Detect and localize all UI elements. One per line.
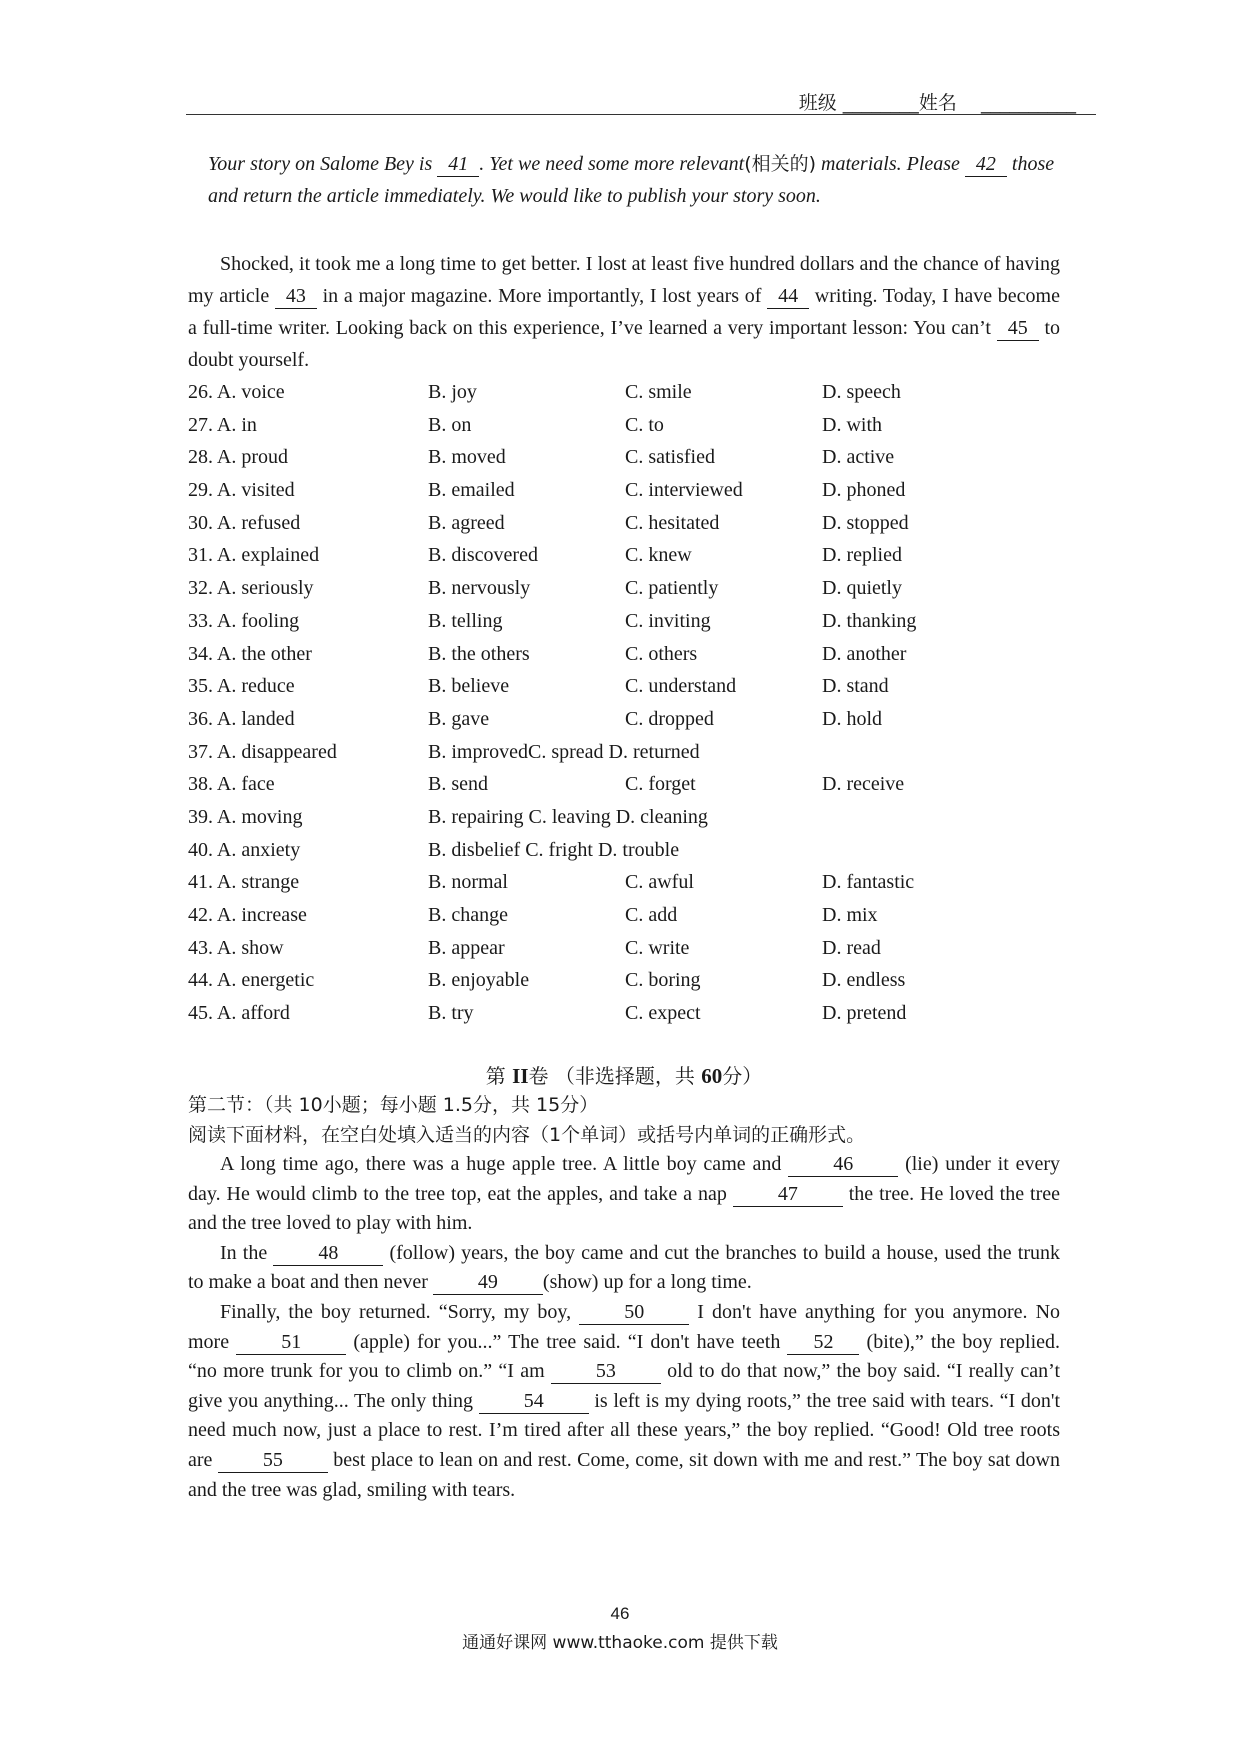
blank-42: 42 — [965, 152, 1007, 177]
option-c: C. inviting — [625, 609, 711, 632]
option-d: D. hold — [822, 707, 882, 730]
option-b: B. try — [428, 1002, 474, 1025]
option-a: 37. A. disappeared — [188, 740, 337, 763]
story-paragraph-1: A long time ago, there was a huge apple tree. A little boy came and 46 (lie) under it every day. He would climb to the tree top, eat the apples, and take a nap 47 the tree. He loved the tree and the tree loved to play with him. — [188, 1153, 1061, 1235]
option-a: 29. A. visited — [188, 479, 295, 502]
option-b: B. telling — [428, 609, 503, 632]
option-row — [188, 932, 1060, 965]
page-number: 46 — [610, 1604, 630, 1623]
option-a: 41. A. strange — [188, 871, 300, 894]
option-b: B. disbelief C. fright D. trouble — [428, 838, 680, 861]
option-a: 44. A. energetic — [188, 969, 315, 992]
option-d: D. receive — [822, 773, 905, 796]
answer-options — [188, 376, 1060, 1030]
option-a: 26. A. voice — [188, 381, 285, 403]
option-c: C. awful — [625, 871, 694, 894]
blank-46: 46 — [788, 1152, 898, 1177]
option-row — [188, 474, 1060, 507]
option-b: B. appear — [428, 936, 505, 959]
option-b: B. send — [428, 773, 488, 796]
option-a: 38. A. face — [188, 773, 275, 796]
option-row — [188, 997, 1060, 1030]
blank-53: 53 — [551, 1359, 661, 1384]
option-row — [188, 605, 1060, 638]
option-a: 40. A. anxiety — [188, 838, 301, 861]
option-d: D. phoned — [822, 479, 906, 502]
option-a: 42. A. increase — [188, 904, 307, 926]
class-label: 班级 — [798, 92, 837, 114]
header-rule — [186, 114, 1096, 115]
option-row — [188, 572, 1060, 605]
option-d: D. stopped — [822, 511, 909, 534]
option-d: D. stand — [822, 675, 889, 698]
letter-excerpt: Your story on Salome Bey is 41 . Yet we need some more relevant(相关的) materials. Please 42 those and return the article immediately. We would like to publish your story soon. — [208, 153, 1055, 207]
blank-48: 48 — [273, 1241, 383, 1266]
blank-43: 43 — [275, 284, 317, 309]
option-c: C. satisfied — [625, 446, 715, 469]
name-label: 姓名 — [918, 92, 957, 114]
option-a: 28. A. proud — [188, 446, 288, 469]
blank-41: 41 — [437, 152, 479, 177]
option-b: B. nervously — [428, 577, 531, 600]
option-c: C. hesitated — [625, 511, 720, 534]
option-b: B. emailed — [428, 479, 515, 502]
blank-52: 52 — [787, 1330, 859, 1355]
option-d: D. read — [822, 936, 881, 959]
blank-50: 50 — [579, 1300, 689, 1325]
option-row — [188, 703, 1060, 736]
option-row — [188, 768, 1060, 801]
option-c: C. boring — [625, 969, 701, 992]
option-a: 45. A. afford — [188, 1002, 290, 1025]
story-text — [188, 1150, 1060, 1505]
blank-51: 51 — [236, 1330, 346, 1355]
option-d: D. fantastic — [822, 871, 915, 894]
option-c: C. to — [625, 413, 664, 436]
option-c: C. write — [625, 936, 690, 959]
option-a: 27. A. in — [188, 413, 257, 436]
option-c: C. add — [625, 904, 678, 926]
blank-49: 49 — [433, 1270, 543, 1295]
download-source: 通通好课网 www.tthaoke.com 提供下载 — [462, 1633, 778, 1653]
option-row — [188, 409, 1060, 442]
option-c: C. others — [625, 642, 698, 665]
option-d: D. with — [822, 413, 882, 436]
option-row — [188, 834, 1060, 867]
option-b: B. change — [428, 904, 508, 926]
option-c: C. dropped — [625, 707, 714, 730]
option-b: B. gave — [428, 707, 490, 730]
section-subtitle: 第二节：（共 10小题；每小题 1.5分，共 15分） — [188, 1094, 599, 1116]
blank-54: 54 — [479, 1389, 589, 1414]
option-a: 39. A. moving — [188, 805, 303, 828]
option-a: 30. A. refused — [188, 511, 301, 534]
option-row — [188, 507, 1060, 540]
option-b: B. normal — [428, 871, 508, 894]
option-c: C. smile — [625, 381, 692, 403]
option-c: C. interviewed — [625, 479, 743, 502]
page-header: 班级 ________姓名 __________ — [186, 84, 1096, 114]
option-b: B. on — [428, 413, 472, 436]
option-d: D. pretend — [822, 1002, 907, 1025]
option-a: 34. A. the other — [188, 642, 312, 665]
blank-47: 47 — [733, 1182, 843, 1207]
blank-44: 44 — [767, 284, 809, 309]
option-row — [188, 638, 1060, 671]
blank-55: 55 — [218, 1448, 328, 1473]
option-c: C. knew — [625, 544, 692, 567]
option-row — [188, 964, 1060, 997]
option-b: B. repairing C. leaving D. cleaning — [428, 805, 708, 828]
option-a: 33. A. fooling — [188, 609, 300, 632]
option-a: 35. A. reduce — [188, 675, 295, 698]
option-a: 32. A. seriously — [188, 577, 314, 600]
option-row — [188, 670, 1060, 703]
option-row — [188, 801, 1060, 834]
option-b: B. enjoyable — [428, 969, 530, 992]
option-row — [188, 899, 1060, 932]
option-c: C. forget — [625, 773, 696, 796]
option-d: D. thanking — [822, 609, 917, 632]
blank-45: 45 — [997, 316, 1039, 341]
option-b: B. agreed — [428, 511, 505, 534]
option-b: B. believe — [428, 675, 510, 698]
option-b: B. improvedC. spread D. returned — [428, 740, 700, 763]
option-d: D. mix — [822, 904, 878, 926]
closing-paragraph: Shocked, it took me a long time to get better. I lost at least five hundred dollars and the chance of having my article 43 in a major magazine. More importantly, I lost years of 44 writing. Today, I have become a full-time writer. Looking back on this experience, I’ve learned a very important lesson: You can’t 45 to doubt yourself. — [188, 253, 1061, 371]
story-paragraph-3: Finally, the boy returned. “Sorry, my boy, 50 I don't have anything for you anymore. No more 51 (apple) for you...” The tree said. “I don't have teeth 52 (bite),” the boy replied. “no more trunk for you to climb on.” “I am 53 old to do that now,” the boy said. “I really can’t give you anything... The only thing 54 is left is my dying roots,” the tree said with tears. “I don't need much now, just a place to rest. I’m tired after all these years,” the boy replied. “Good! Old tree roots are 55 best place to lean on and rest. Come, come, sit down with me and rest.” The boy sat down and the tree was glad, smiling with tears. — [188, 1300, 1061, 1501]
option-row — [188, 539, 1060, 572]
option-row — [188, 866, 1060, 899]
option-b: B. discovered — [428, 544, 538, 567]
option-d: D. speech — [822, 381, 901, 403]
option-c: C. expect — [625, 1002, 701, 1025]
option-d: D. active — [822, 446, 895, 469]
option-d: D. another — [822, 642, 907, 665]
option-a: 36. A. landed — [188, 707, 295, 730]
option-c: C. patiently — [625, 577, 719, 600]
option-d: D. quietly — [822, 577, 902, 600]
section-instruction: 阅读下面材料，在空白处填入适当的内容（1个单词）或括号内单词的正确形式。 — [188, 1124, 866, 1146]
story-paragraph-2: In the 48 (follow) years, the boy came and cut the branches to build a house, used the trunk to make a boat and then never 49 (show) up for a long time. — [188, 1241, 1060, 1294]
option-b: B. the others — [428, 642, 530, 665]
option-row — [188, 441, 1060, 474]
option-row — [188, 376, 1060, 409]
option-c: C. understand — [625, 675, 737, 698]
option-a: 31. A. explained — [188, 544, 320, 567]
option-d: D. endless — [822, 969, 906, 992]
option-b: B. joy — [428, 381, 477, 403]
section-title: 第 II卷 （非选择题，共 60分） — [485, 1064, 763, 1088]
option-b: B. moved — [428, 446, 506, 469]
option-row — [188, 736, 1060, 769]
option-a: 43. A. show — [188, 936, 284, 959]
option-d: D. replied — [822, 544, 902, 567]
